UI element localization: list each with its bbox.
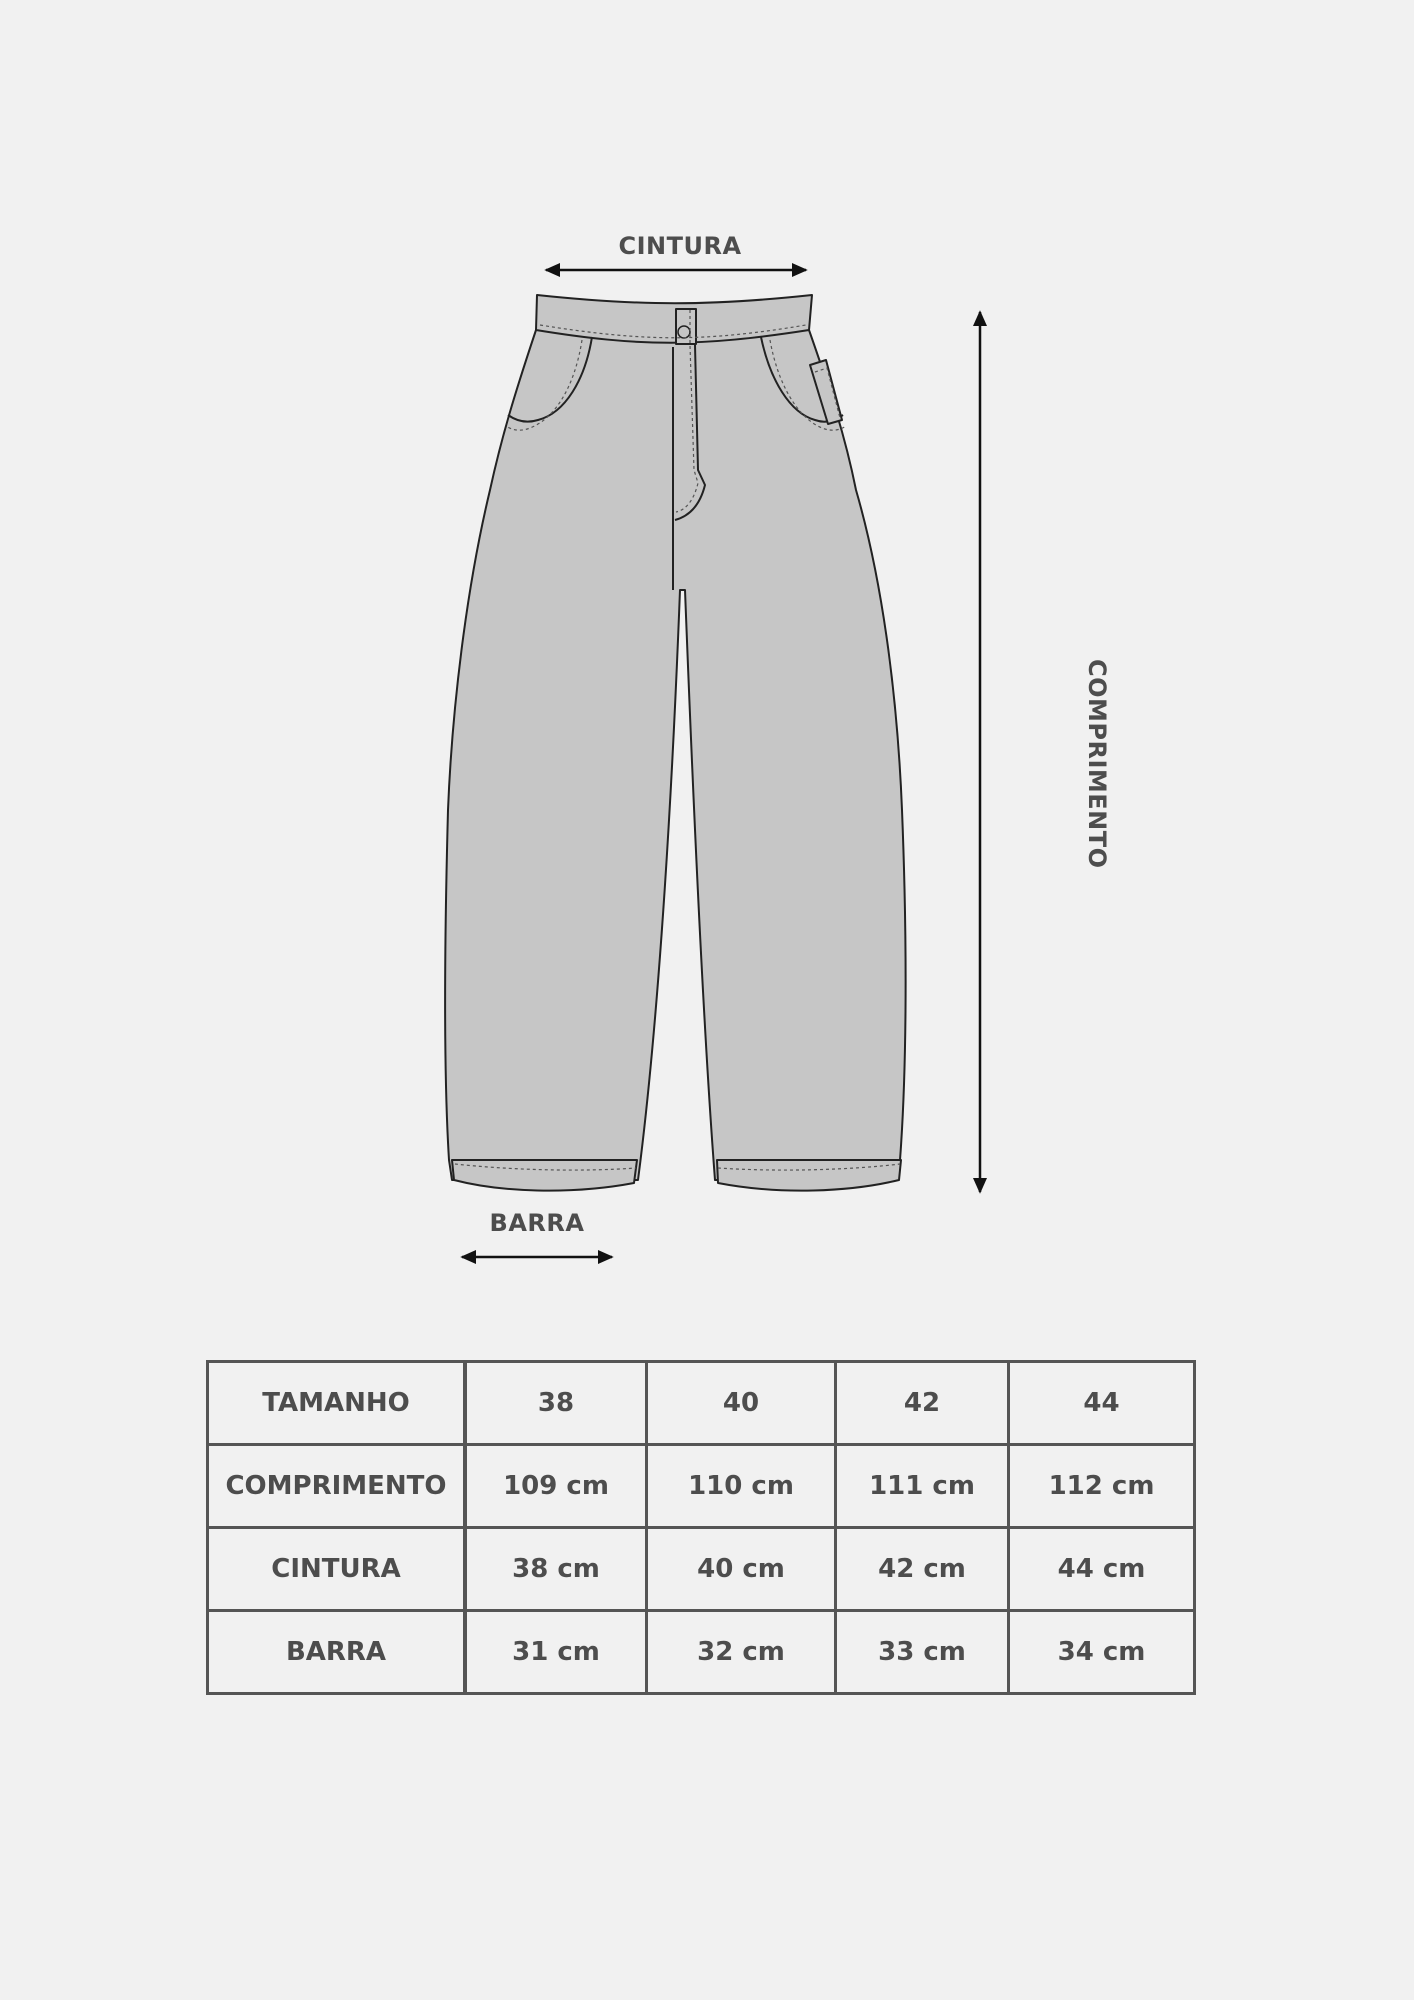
table-cell: 40 cm: [647, 1528, 836, 1611]
row-header: COMPRIMENTO: [208, 1445, 466, 1528]
hem-label: BARRA: [489, 1209, 585, 1237]
table-row: [208, 1445, 1195, 1528]
table-cell: 40: [647, 1362, 836, 1445]
table-row: [208, 1362, 1195, 1445]
table-row: [208, 1528, 1195, 1611]
table-cell: 33 cm: [836, 1611, 1009, 1694]
table-cell: 112 cm: [1009, 1445, 1195, 1528]
row-header: TAMANHO: [208, 1362, 466, 1445]
table-cell: 42 cm: [836, 1528, 1009, 1611]
table-cell: 111 cm: [836, 1445, 1009, 1528]
waist-label: CINTURA: [618, 232, 742, 260]
length-label: COMPRIMENTO: [1083, 659, 1111, 869]
table-cell: 110 cm: [647, 1445, 836, 1528]
table-cell: 42: [836, 1362, 1009, 1445]
table-cell: 109 cm: [465, 1445, 647, 1528]
table-cell: 34 cm: [1009, 1611, 1195, 1694]
table-cell: 32 cm: [647, 1611, 836, 1694]
table-cell: 38 cm: [465, 1528, 647, 1611]
row-header: CINTURA: [208, 1528, 466, 1611]
size-table: [206, 1360, 1196, 1695]
row-header: BARRA: [208, 1611, 466, 1694]
table-cell: 44 cm: [1009, 1528, 1195, 1611]
table-row: [208, 1611, 1195, 1694]
table-cell: 38: [465, 1362, 647, 1445]
table-cell: 44: [1009, 1362, 1195, 1445]
table-cell: 31 cm: [465, 1611, 647, 1694]
